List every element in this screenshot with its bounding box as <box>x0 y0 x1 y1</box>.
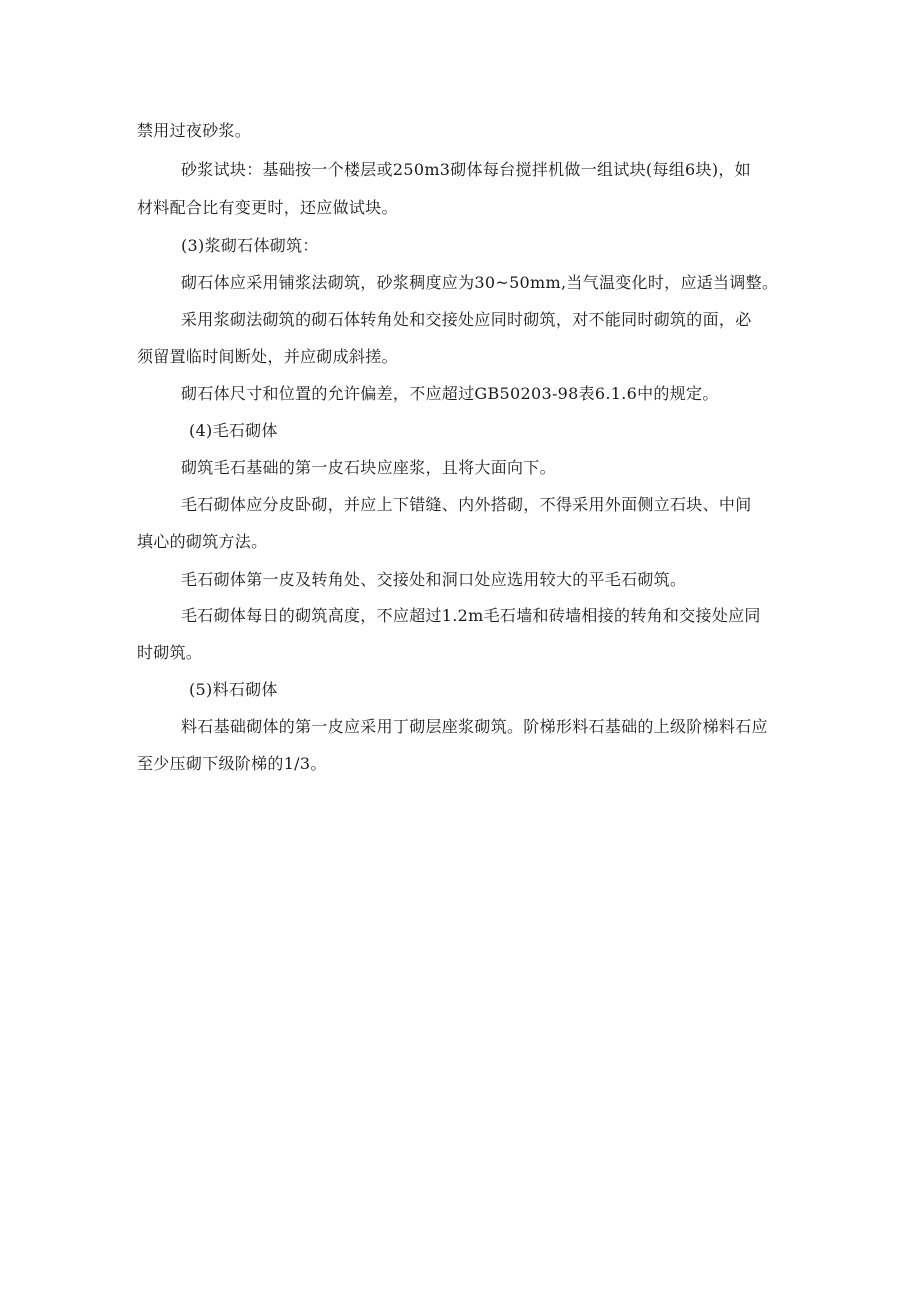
text-line: 采用浆砌法砌筑的砌石体转角处和交接处应同时砌筑，对不能同时砌筑的面，必 <box>181 310 752 329</box>
text-line: 毛石砌体每日的砌筑高度，不应超过1.2m毛石墙和砖墙相接的转角和交接处应同 <box>181 606 761 625</box>
text-line: 料石基础砌体的第一皮应采用丁砌层座浆砌筑。阶梯形料石基础的上级阶梯料石应 <box>181 717 768 736</box>
text-line: 砂浆试块：基础按一个楼层或250m3砌体每台搅拌机做一组试块(每组6块)，如 <box>181 160 751 179</box>
text-line: 须留置临时间断处，并应砌成斜搓。 <box>137 347 398 366</box>
text-line: 砌石体尺寸和位置的允许偏差，不应超过GB50203-98表6.1.6中的规定。 <box>181 384 719 403</box>
text-line: 至少压砌下级阶梯的1/3。 <box>137 754 327 773</box>
text-line: 禁用过夜砂浆。 <box>137 121 252 140</box>
section-heading: (4)毛石砌体 <box>189 421 278 440</box>
text-line: 材料配合比有变更时，还应做试块。 <box>137 198 398 217</box>
section-heading: (5)料石砌体 <box>189 680 278 699</box>
text-line: 砌石体应采用铺浆法砌筑，砂浆稠度应为30~50mm,当气温变化时，应适当调整。 <box>181 273 779 292</box>
text-line: 毛石砌体第一皮及转角处、交接处和洞口处应选用较大的平毛石砌筑。 <box>181 570 687 589</box>
text-line: 砌筑毛石基础的第一皮石块应座浆，且将大面向下。 <box>181 458 556 477</box>
section-heading: (3)浆砌石体砌筑： <box>181 236 319 255</box>
text-line: 时砌筑。 <box>137 643 203 662</box>
text-line: 填心的砌筑方法。 <box>137 532 268 551</box>
text-line: 毛石砌体应分皮卧砌，并应上下错缝、内外搭砌，不得采用外面侧立石块、中间 <box>181 495 752 514</box>
